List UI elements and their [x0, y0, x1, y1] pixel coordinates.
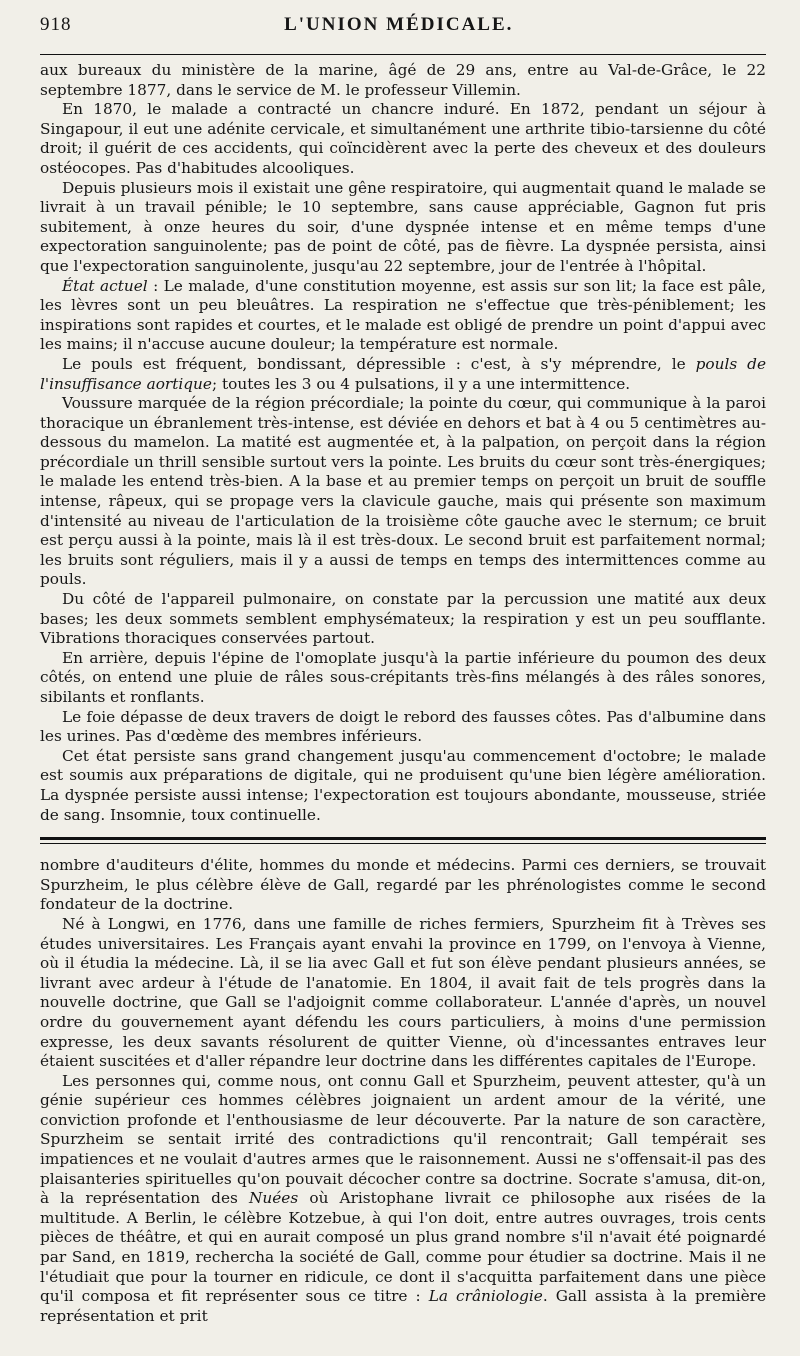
craniologie-italic: La crâniologie	[428, 1287, 543, 1306]
feuilleton-paragraph-3	[40, 1072, 766, 1327]
case-paragraph-1: aux bureaux du ministère de la marine, âgé de 29 ans, entre au Val-de-Grâce, le 22 septembre 1877, dans le service de M. le professeur Villemin.	[40, 61, 766, 99]
pouls-text-b: ; toutes les 3 ou 4 pulsations, il y a une intermittence.	[211, 374, 631, 393]
feuilleton-separator	[40, 837, 766, 844]
case-paragraph-3: Depuis plusieurs mois il existait une gêne respiratoire, qui augmentait quand le malade se livrait à un travail pénible; le 10 septembre, sans cause appréciable, Gagnon fut pris subitement, à onze heures du soir, d'une dyspnée intense et en même temps d'une expectoration sanguinolente; pas de point de côté, pas de fièvre. La dyspnée persista, ainsi que l'expectoration sanguinolente, jusqu'au 22 septembre, jour de l'entrée à l'hôpital.	[40, 178, 766, 275]
case-paragraph-6: Voussure marquée de la région précordiale; la pointe du cœur, qui communique à la paroi thoracique un ébranlement très-intense, est déviée en dehors et bat à 4 ou 5 centimètres au-dessous du mamelon. La matité est augmentée et, à la palpation, on perçoit dans la région précordiale un thrill sensible surtout vers la pointe. Les bruits du cœur sont très-énergiques; le malade les entend très-bien. A la base et au premier temps on perçoit un bruit de souffle intense, râpeux, qui se propage vers la clavicule gauche, mais qui présente son maximum d'intensité au niveau de l'articulation de la troisième côte gauche avec le sternum; ce bruit est perçu aussi à la pointe, mais là il est très-doux. Le second bruit est parfaitement normal; les bruits sont réguliers, mais il y a aussi de temps en temps des intermittences comme au pouls.	[40, 394, 766, 589]
pouls-italic: pouls de l'insuffisance aortique	[40, 354, 767, 393]
nuees-italic: Nuées	[249, 1189, 299, 1208]
case-paragraph-4	[40, 277, 766, 355]
case-report	[40, 61, 766, 825]
etat-actuel-text: : Le malade, d'une constitution moyenne, est assis sur son lit; la face est pâle, les lèvres sont un peu bleuâtres. La respiration ne s'effectue que très-péniblement; les inspirations sont rapides et courtes, et le malade est obligé de prendre un point d'appui avec les mains; il n'accuse aucune douleur; la température est normale.	[40, 276, 766, 354]
etat-actuel-label: État actuel	[62, 276, 148, 295]
feuilleton-paragraph-2: Né à Longwi, en 1776, dans une famille de riches fermiers, Spurzheim fit à Trèves ses études universitaires. Les Français ayant envahi la province en 1799, on l'envoya à Vienne, où il étudia la médecine. Là, il se lia avec Gall et fut son élève pendant plusieurs années, se livrant avec ardeur à l'étude de l'anatomie. En 1804, il avait fait de tels progrès dans la nouvelle doctrine, que Gall se l'adjoignit comme collaborateur. L'année d'après, un nouvel ordre du gouvernement ayant défendu les cours particuliers, à moins d'une permission expresse, les deux savants résolurent de quitter Vienne, où d'incessantes entraves leur étaient suscitées et d'aller répandre leur doctrine dans les différentes capitales de l'Europe.	[40, 914, 766, 1071]
case-paragraph-2: En 1870, le malade a contracté un chancre induré. En 1872, pendant un séjour à Singapour, il eut une adénite cervicale, et simultanément une arthrite tibio-tarsienne du côté droit; il guérit de ces accidents, qui coïncidèrent avec la perte des cheveux et des douleurs ostéocopes. Pas d'habitudes alcooliques.	[40, 100, 766, 177]
pouls-text-a: Le pouls est fréquent, bondissant, dépressible : c'est, à s'y méprendre, le	[62, 354, 696, 373]
feuilleton-text-c: . Gall assista à la première représentation et prit	[40, 1287, 767, 1325]
feuilleton-text-a: Les personnes qui, comme nous, ont connu Gall et Spurzheim, peuvent attester, qu'à un génie supérieur ces hommes célèbres joignaient un ardent amour de la vérité, une conviction profonde et l'enthousiasme de leur découverte. Par la nature de son caractère, Spurzheim se sentait irrité des contradictions qu'il rencontrait; Gall tempérait ses impatiences et ne voulait d'autres armes que le raisonnement. Aussi ne s'offensait-il pas des plaisanteries spirituelles qu'on pouvait décocher contre sa doctrine. Socrate s'amusa, dit-on, à la représentation des	[40, 1071, 766, 1208]
case-paragraph-8: En arrière, depuis l'épine de l'omoplate jusqu'à la partie inférieure du poumon des deux côtés, on entend une pluie de râles sous-crépitants très-fins mélangés à des râles sonores, sibilants et ronflants.	[40, 648, 766, 706]
feuilleton	[40, 856, 766, 1326]
case-paragraph-7: Du côté de l'appareil pulmonaire, on constate par la percussion une matité aux deux bases; les deux sommets semblent emphysémateux; la respiration y est un peu soufflante. Vibrations thoraciques conservées partout.	[40, 590, 766, 648]
feuilleton-text-b: où Aristophane livrait ce philosophe aux risées de la multitude. A Berlin, le célèbre Kotzebue, à qui l'on doit, entre autres ouvrages, trois cents pièces de théâtre, et qui en aurait composé un plus grand nombre s'il n'avait été poignardé par Sand, en 1819, rechercha la société de Gall, comme pour étudier sa doctrine. Mais il ne l'étudiait que pour la tourner en ridicule, ce dont il s'acquitta parfaitement dans une pièce qu'il composa et fit représenter sous ce titre :	[40, 1189, 767, 1306]
feuilleton-paragraph-1: nombre d'auditeurs d'élite, hommes du monde et médecins. Parmi ces derniers, se trouvait Spurzheim, le plus célèbre élève de Gall, regardé par les phrénologistes comme le second fondateur de la doctrine.	[40, 856, 766, 914]
header-rule	[40, 54, 766, 55]
case-paragraph-9: Le foie dépasse de deux travers de doigt le rebord des fausses côtes. Pas d'albumine dans les urines. Pas d'œdème des membres inférieurs.	[40, 707, 766, 746]
running-header	[40, 14, 766, 46]
journal-title: L'UNION MÉDICALE.	[284, 14, 514, 35]
case-paragraph-10: Cet état persiste sans grand changement jusqu'au commencement d'octobre; le malade est soumis aux préparations de digitale, qui ne produisent qu'une bien légère amélioration. La dyspnée persiste aussi intense; l'expectoration est toujours abondante, mousseuse, striée de sang. Insomnie, toux continuelle.	[40, 746, 766, 824]
case-paragraph-5	[40, 355, 766, 394]
page-number: 918	[40, 14, 72, 35]
